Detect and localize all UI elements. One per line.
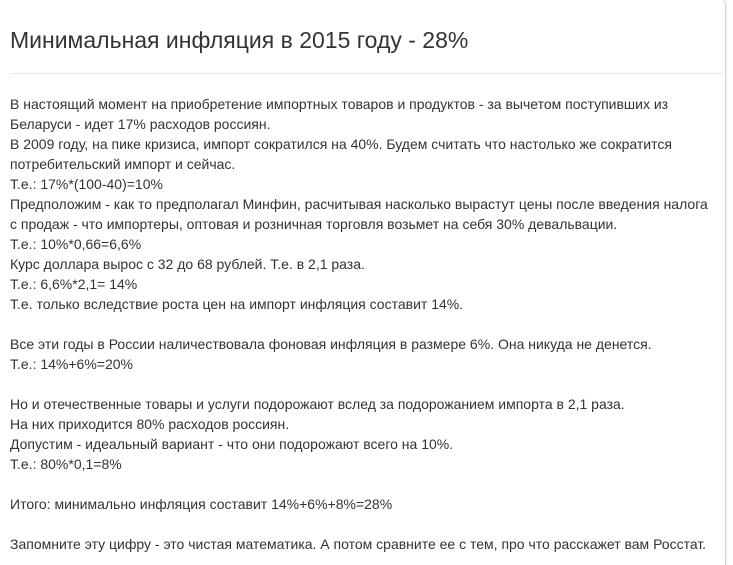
text-line: Т.е.: 6,6%*2,1= 14%: [10, 276, 138, 292]
paragraph-domestic-goods: [10, 394, 722, 474]
article-body: [10, 94, 722, 554]
paragraph-total: [10, 494, 722, 514]
text-line: Курс доллара вырос с 32 до 68 рублей. Т.е. в 2,1 раза.: [10, 256, 365, 272]
text-line: Но и отечественные товары и услуги подорожают вслед за подорожанием импорта в 2,1 раза.: [10, 396, 625, 412]
text-line: Предположим - как то предполагал Минфин, расчитывая насколько вырастут цены после введения налога: [10, 196, 708, 212]
text-line: Итого: минимально инфляция составит 14%+6%+8%=28%: [10, 496, 393, 512]
text-line: Все эти годы в России наличествовала фоновая инфляция в размере 6%. Она никуда не денется.: [10, 336, 652, 352]
paragraph-conclusion: [10, 534, 722, 554]
title-divider: [10, 73, 723, 74]
text-line: Т.е.: 17%*(100-40)=10%: [10, 176, 163, 192]
paragraph-background-inflation: [10, 334, 722, 374]
text-line: На них приходится 80% расходов россиян.: [10, 416, 290, 432]
article-title: Минимальная инфляция в 2015 году - 28%: [10, 27, 469, 53]
text-line: с продаж - что импортеры, оптовая и розничная торговля возьмет на себя 30% девальвации.: [10, 216, 618, 232]
text-line: потребительский импорт и сейчас.: [10, 156, 236, 172]
text-line: Запомните эту цифру - это чистая математика. А потом сравните ее с тем, про что расскажет вам Росстат.: [10, 536, 707, 552]
text-line: В настоящий момент на приобретение импортных товаров и продуктов - за вычетом поступивших из: [10, 96, 669, 112]
text-line: Т.е. только вследствие роста цен на импорт инфляция составит 14%.: [10, 296, 464, 312]
text-line: В 2009 году, на пике кризиса, импорт сократился на 40%. Будем считать что настолько же сократится: [10, 136, 672, 152]
text-line: Т.е.: 10%*0,66=6,6%: [10, 236, 142, 252]
text-line: Беларуси - идет 17% расходов россиян.: [10, 116, 271, 132]
paragraph-import-calculation: [10, 94, 722, 314]
text-line: Допустим - идеальный вариант - что они подорожают всего на 10%.: [10, 436, 454, 452]
text-line: Т.е.: 14%+6%=20%: [10, 356, 133, 372]
text-line: Т.е.: 80%*0,1=8%: [10, 456, 122, 472]
